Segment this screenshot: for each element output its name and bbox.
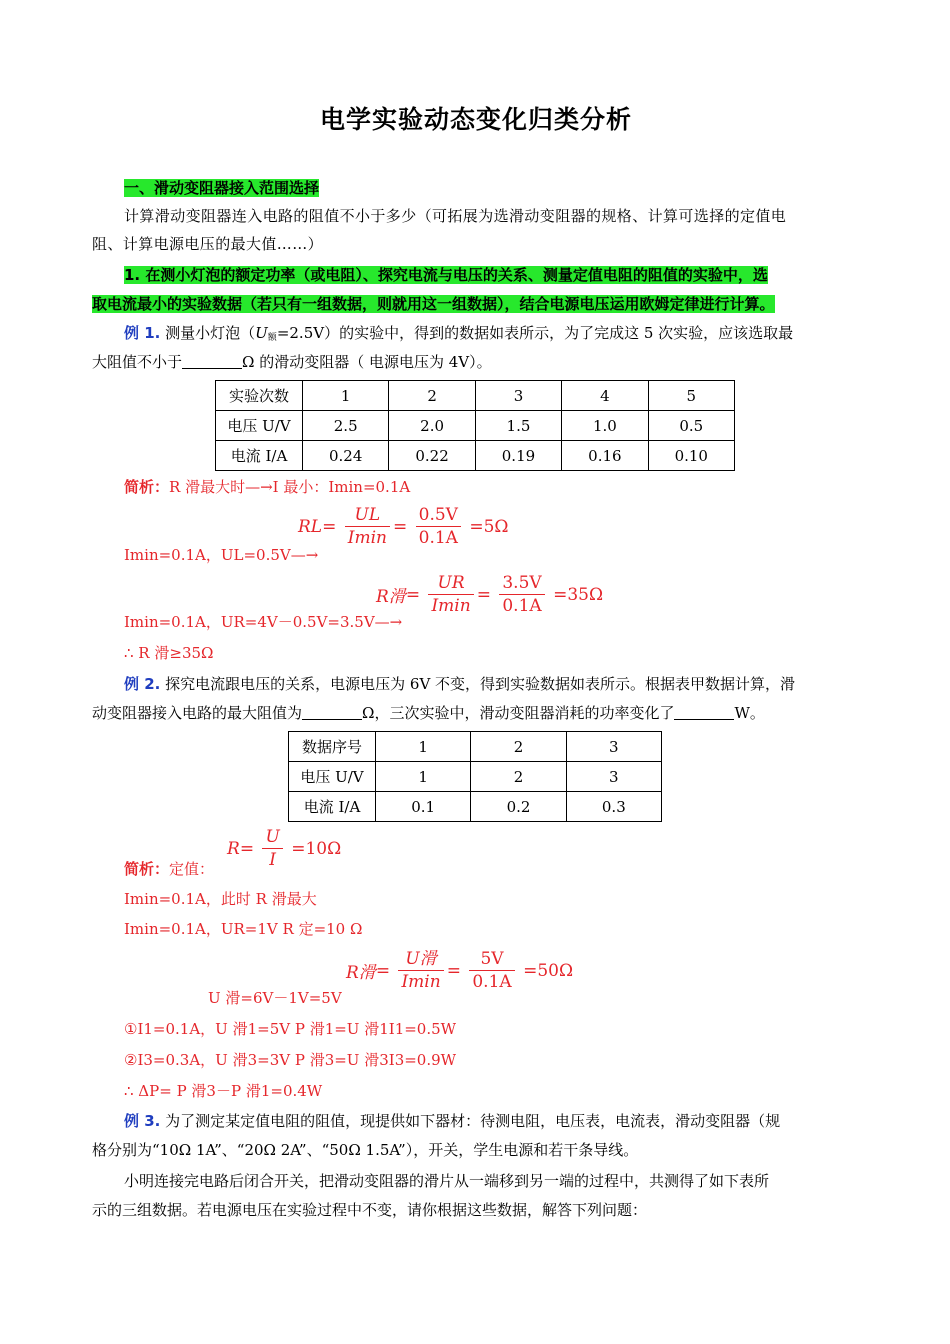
table-cell: 1 (303, 381, 389, 411)
table-cell: 3 (566, 732, 661, 762)
table-cell: 1.5 (475, 411, 561, 441)
table-cell: 3 (475, 381, 561, 411)
rule-line-2: 取电流最小的实验数据（若只有一组数据，则就用这一组数据），结合电源电压运用欧姆定律进行计算。 (92, 295, 775, 313)
row-header-cell: 实验次数 (216, 381, 303, 411)
row-header-cell: 电压 U/V (289, 762, 376, 792)
section-heading: 一、滑动变阻器接入范围选择 (124, 179, 320, 197)
table-cell: 3 (566, 762, 661, 792)
table-cell: 1.0 (562, 411, 648, 441)
table-cell: 0.1 (376, 792, 471, 822)
table-cell: 0.5 (648, 411, 734, 441)
example-1-line-2: 大阻值不小于 Ω 的滑动变阻器（ 电源电压为 4V）。 (92, 353, 492, 371)
formula-rl: RL= UL Imin = $\frac{0.5V}{0.1A}$ =5Ω (298, 505, 509, 548)
table-cell: 0.19 (475, 441, 561, 471)
example-3-line-1: 例 3. 为了测定某定值电阻的阻值，现提供如下器材：待测电阻，电压表，电流表，滑动变阻器（规 (124, 1112, 781, 1130)
table-cell: 1 (376, 762, 471, 792)
table-cell: 0.2 (471, 792, 566, 822)
example-3-line-3: 小明连接完电路后闭合开关，把滑动变阻器的滑片从一端移到另一端的过程中，共测得了如下表所 (124, 1172, 770, 1190)
table-cell: 5 (648, 381, 734, 411)
table-row (289, 762, 662, 792)
example-3-line-2: 格分别为“10Ω 1A”、“20Ω 2A”、“50Ω 1.5A”），开关，学生电源和若干条导线。 (92, 1141, 639, 1159)
table-row (216, 411, 735, 441)
table-row (216, 441, 735, 471)
example-2-line-1: 例 2. 探究电流跟电压的关系，电源电压为 6V 不变，得到实验数据如表所示。根据表甲数据计算，滑 (124, 675, 796, 693)
intro-line-1: 计算滑动变阻器连入电路的阻值不小于多少（可拓展为选滑动变阻器的规格、计算可选择的定值电 (124, 207, 787, 225)
table-cell: 0.3 (566, 792, 661, 822)
analysis-2-line-3: U 滑=6V－1V=5V (208, 989, 342, 1007)
row-header-cell: 电流 I/A (289, 792, 376, 822)
analysis-1-conclusion: ∴ R 滑≥35Ω (124, 644, 214, 662)
table-cell: 2 (471, 732, 566, 762)
table-row (289, 792, 662, 822)
table-cell: 0.22 (389, 441, 475, 471)
answer-blank[interactable] (182, 352, 242, 369)
row-header-cell: 电压 U/V (216, 411, 303, 441)
analysis-2-line-5: ②I3=0.3A，U 滑3=3V P 滑3=U 滑3I3=0.9W (124, 1051, 457, 1069)
analysis-2-conclusion: ∴ ΔP= P 滑3－P 滑1=0.4W (124, 1082, 323, 1100)
row-header-cell: 数据序号 (289, 732, 376, 762)
data-table-1 (215, 380, 735, 471)
analysis-2-line-1: Imin=0.1A，此时 R 滑最大 (124, 890, 317, 908)
analysis-1-line-3: Imin=0.1A，UR=4V－0.5V=3.5V—→ (124, 613, 403, 631)
table-cell: 2.5 (303, 411, 389, 441)
table-cell: 4 (562, 381, 648, 411)
row-header-cell: 电流 I/A (216, 441, 303, 471)
example-1-line-1: 例 1. 测量小灯泡（U额=2.5V）的实验中，得到的数据如表所示，为了完成这 5 次实验，应该选取最 (124, 324, 794, 343)
page-title: 电学实验动态变化归类分析 (319, 105, 632, 134)
table-cell: 0.10 (648, 441, 734, 471)
analysis-1-line-1: 简析：R 滑最大时—→I 最小：Imin=0.1A (124, 478, 411, 496)
table-cell: 2 (389, 381, 475, 411)
intro-line-2: 阻、计算电源电压的最大值……） (92, 235, 324, 253)
table-cell: 2 (471, 762, 566, 792)
example-2-line-2: 动变阻器接入电路的最大阻值为 Ω，三次实验中，滑动变阻器消耗的功率变化了 W。 (92, 704, 765, 722)
answer-blank[interactable] (674, 703, 734, 720)
table-row (216, 381, 735, 411)
table-cell: 0.16 (562, 441, 648, 471)
formula-r-slide-2: R滑= U滑 Imin = $\frac{5V}{0.1A}$ =50Ω (346, 949, 574, 992)
table-cell: 2.0 (389, 411, 475, 441)
table-cell: 0.24 (303, 441, 389, 471)
rule-line-1: 1. 在测小灯泡的额定功率（或电阻）、探究电流与电压的关系、测量定值电阻的阻值的实验中，选 (124, 266, 768, 284)
analysis-2-label: 简析：定值： (124, 860, 215, 878)
table-cell: 1 (376, 732, 471, 762)
formula-r-fixed: R= $\frac{U}{I}$ =10Ω (227, 827, 342, 870)
analysis-2-line-2: Imin=0.1A，UR=1V R 定=10 Ω (124, 920, 363, 938)
example-3-line-4: 示的三组数据。若电源电压在实验过程中不变，请你根据这些数据，解答下列问题： (92, 1201, 648, 1219)
table-row (289, 732, 662, 762)
answer-blank[interactable] (302, 703, 362, 720)
analysis-2-line-4: ①I1=0.1A，U 滑1=5V P 滑1=U 滑1I1=0.5W (124, 1020, 457, 1038)
formula-r-slide: R滑= UR Imin = $\frac{3.5V}{0.1A}$ =35Ω (376, 573, 604, 616)
data-table-2 (288, 731, 662, 822)
analysis-1-line-2: Imin=0.1A，UL=0.5V—→ (124, 546, 319, 564)
